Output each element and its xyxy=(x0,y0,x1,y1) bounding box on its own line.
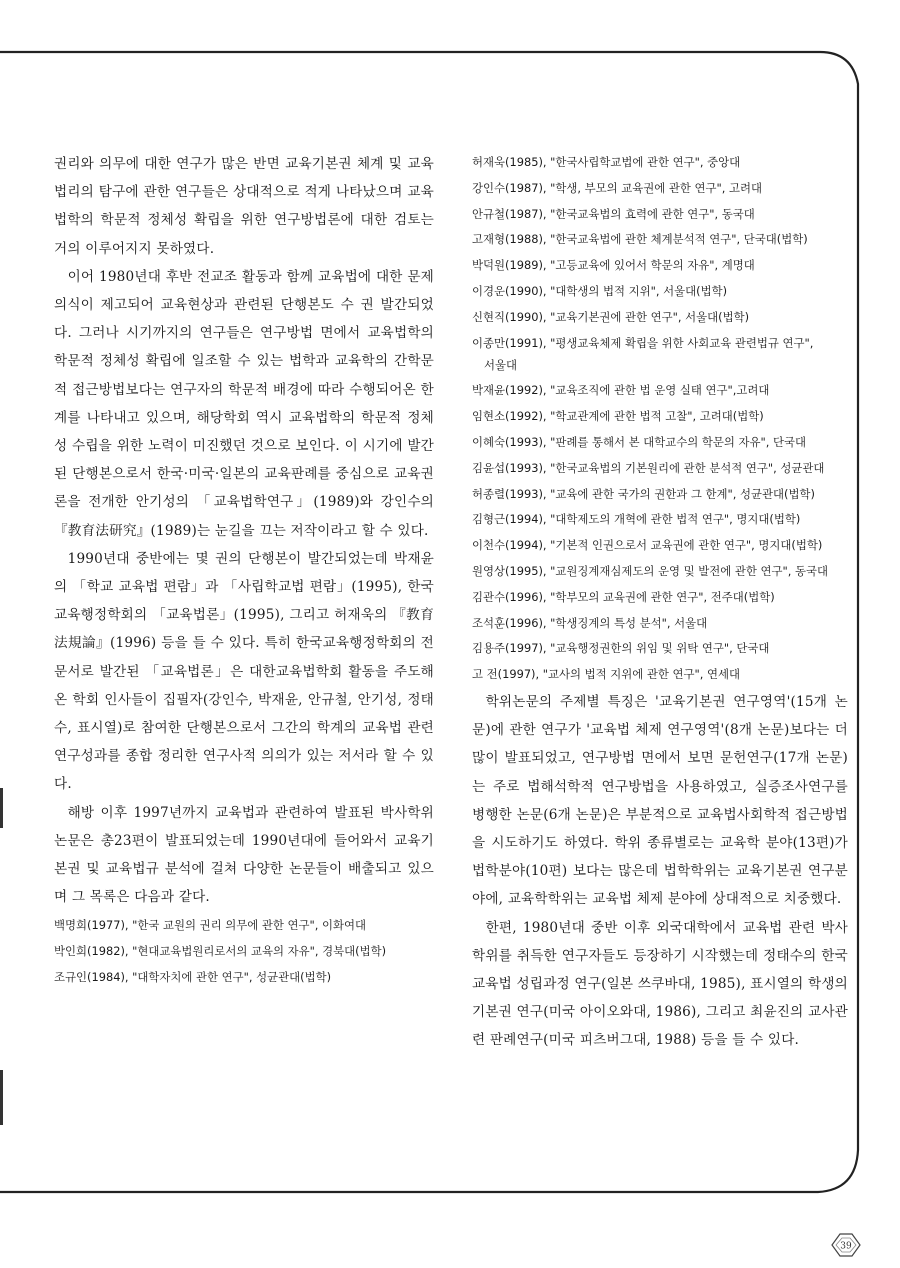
left-column xyxy=(54,150,434,991)
reference-item: 안규철(1987), "한국교육법의 효력에 관한 연구", 동국대 xyxy=(472,206,755,221)
reference-text: 이종만(1991), "평생교육체제 확립을 위한 사회교육 관련법규 연구", xyxy=(472,335,814,350)
reference-item: 김용주(1997), "교육행정권한의 위임 및 위탁 연구", 단국대 xyxy=(472,641,770,656)
reference-item: 원영상(1995), "교원징계재심제도의 운영 및 발전에 관한 연구", 동국대 xyxy=(472,563,829,578)
reference-item: 허재욱(1985), "한국사립학교법에 관한 연구", 중앙대 xyxy=(472,155,741,169)
reference-item: 고 전(1997), "교사의 법적 지위에 관한 연구", 연세대 xyxy=(472,667,740,682)
reference-list xyxy=(54,913,434,990)
reference-item: 김관수(1996), "학부모의 교육권에 관한 연구", 전주대(법학) xyxy=(472,589,775,604)
body-paragraph: 학위논문의 주제별 특징은 '교육기본권 연구영역'(15개 논문)에 관한 연구가 '교육법 체제 연구영역'(8개 논문)보다는 더 많이 발표되었고, 연구방법 면에서 보면 문헌연구(17개 논문)는 주로 법해석학적 연구방법을 사용하였고, 실증조사연구를 병행한 논문(6개 논문)은 부분적으로 교육법사회학적 접근방법을 시도하기도 하였다. 학위 종류별로는 교육학 분야(13편)가 법학분야(10편) 보다는 많은데 법학학위는 교육기본권 연구분야에, 교육학학위는 교육법 체제 분야에 상대적으로 치중했다. xyxy=(472,693,848,908)
page-number-badge xyxy=(826,1230,866,1260)
reference-continuation: 서울대 xyxy=(484,358,518,373)
reference-item: 허종렬(1993), "교육에 관한 국가의 권한과 그 한계", 성균관대(법학) xyxy=(472,486,815,501)
body-paragraph: 해방 이후 1997년까지 교육법과 관련하여 발표된 박사학위논문은 총23편이 발표되었는데 1990년대에 들어와서 교육기본권 및 교육법규 분석에 걸쳐 다양한 논문들이 배출되고 있으며 그 목록은 다음과 같다. xyxy=(54,804,434,906)
margin-mark xyxy=(0,1070,3,1125)
reference-item xyxy=(472,331,848,375)
reference-item: 박재윤(1992), "교육조직에 관한 법 운영 실태 연구",고려대 xyxy=(472,383,770,398)
reference-list xyxy=(472,150,848,688)
reference-item: 박인희(1982), "현대교육법원리로서의 교육의 자유", 경북대(법학) xyxy=(54,944,387,959)
body-paragraph: 한편, 1980년대 중반 이후 외국대학에서 교육법 관련 박사학위를 취득한 연구자들도 등장하기 시작했는데 정태수의 한국교육법 성립과정 연구(일본 쓰쿠바대, 1985), 표시열의 학생의 기본권 연구(미국 아이오와대, 1986), 그리고 최윤진의 교사관련 판례연구(미국 피츠버그대, 1988) 등을 들 수 있다. xyxy=(472,919,848,1049)
reference-item: 조규인(1984), "대학자치에 관한 연구", 성균관대(법학) xyxy=(54,970,332,985)
reference-item: 이천수(1994), "기본적 인권으로서 교육권에 관한 연구", 명지대(법학) xyxy=(472,538,823,553)
reference-item: 박덕원(1989), "고등교육에 있어서 학문의 자유", 계명대 xyxy=(472,258,755,273)
margin-mark xyxy=(0,788,3,828)
body-paragraph: 1990년대 중반에는 몇 권의 단행본이 발간되었는데 박재윤의 「학교 교육법 편람」과 「사립학교법 편람」(1995), 한국교육행정학회의 「교육법론」(1995), 그리고 허재욱의 『教育法規論』(1996) 등을 들 수 있다. 특히 한국교육행정학회의 전문서로 발간된 「교육법론」은 대한교육법학회 활동을 주도해 온 학회 인사들이 집필자(강인수, 박재윤, 안규철, 안기성, 정태수, 표시열)로 참여한 단행본으로서 그간의 학계의 교육법 관련 연구성과를 종합 정리한 연구사적 의의가 있는 저서라 할 수 있다. xyxy=(54,550,434,793)
reference-item: 김형근(1994), "대학제도의 개혁에 관한 법적 연구", 명지대(법학) xyxy=(472,512,801,527)
reference-item: 백명희(1977), "한국 교원의 권리 의무에 관한 연구", 이화여대 xyxy=(54,918,367,933)
reference-item: 임현소(1992), "학교관계에 관한 법적 고찰", 고려대(법학) xyxy=(472,409,764,424)
right-column xyxy=(472,150,848,1055)
body-paragraph: 이어 1980년대 후반 전교조 활동과 함께 교육법에 대한 문제의식이 제고되어 교육현상과 관련된 단행본도 수 권 발간되었다. 그러나 시기까지의 연구들은 연구방법 면에서 교육법학의 학문적 정체성 확립에 일조할 수 있는 법학과 교육학의 간학문적 접근방법보다는 연구자의 학문적 배경에 따라 수행되어온 한계를 나타내고 있으며, 해당학회 역시 교육법학의 학문적 정체성 수립을 위한 노력이 미진했던 것으로 보인다. 이 시기에 발간된 단행본으로서 한국·미국·일본의 교육판례를 중심으로 교육권론을 전개한 안기성의 「교육법학연구」(1989)와 강인수의 『教育法研究』(1989)는 눈길을 끄는 저작이라고 할 수 있다. xyxy=(54,268,434,539)
reference-item: 고재형(1988), "한국교육법에 관한 체계분석적 연구", 단국대(법학) xyxy=(472,232,808,247)
reference-item: 김윤섭(1993), "한국교육법의 기본원리에 관한 분석적 연구", 성균관대 xyxy=(472,460,825,475)
page-number: 39 xyxy=(840,1241,852,1252)
reference-item: 이경운(1990), "대학생의 법적 지위", 서울대(법학) xyxy=(472,283,728,298)
reference-item: 신현직(1990), "교육기본권에 관한 연구", 서울대(법학) xyxy=(472,309,750,324)
body-paragraph: 권리와 의무에 대한 연구가 많은 반면 교육기본권 체계 및 교육법리의 탐구에 관한 연구들은 상대적으로 적게 나타났으며 교육법학의 학문적 정체성 확립을 위한 연구방법론에 대한 검토는 거의 이루어지지 못하였다. xyxy=(54,156,434,257)
reference-item: 이혜숙(1993), "판례를 통해서 본 대학교수의 학문의 자유", 단국대 xyxy=(472,434,807,449)
reference-item: 조석훈(1996), "학생징계의 특성 분석", 서울대 xyxy=(472,615,708,630)
reference-item: 강인수(1987), "학생, 부모의 교육권에 관한 연구", 고려대 xyxy=(472,180,763,195)
